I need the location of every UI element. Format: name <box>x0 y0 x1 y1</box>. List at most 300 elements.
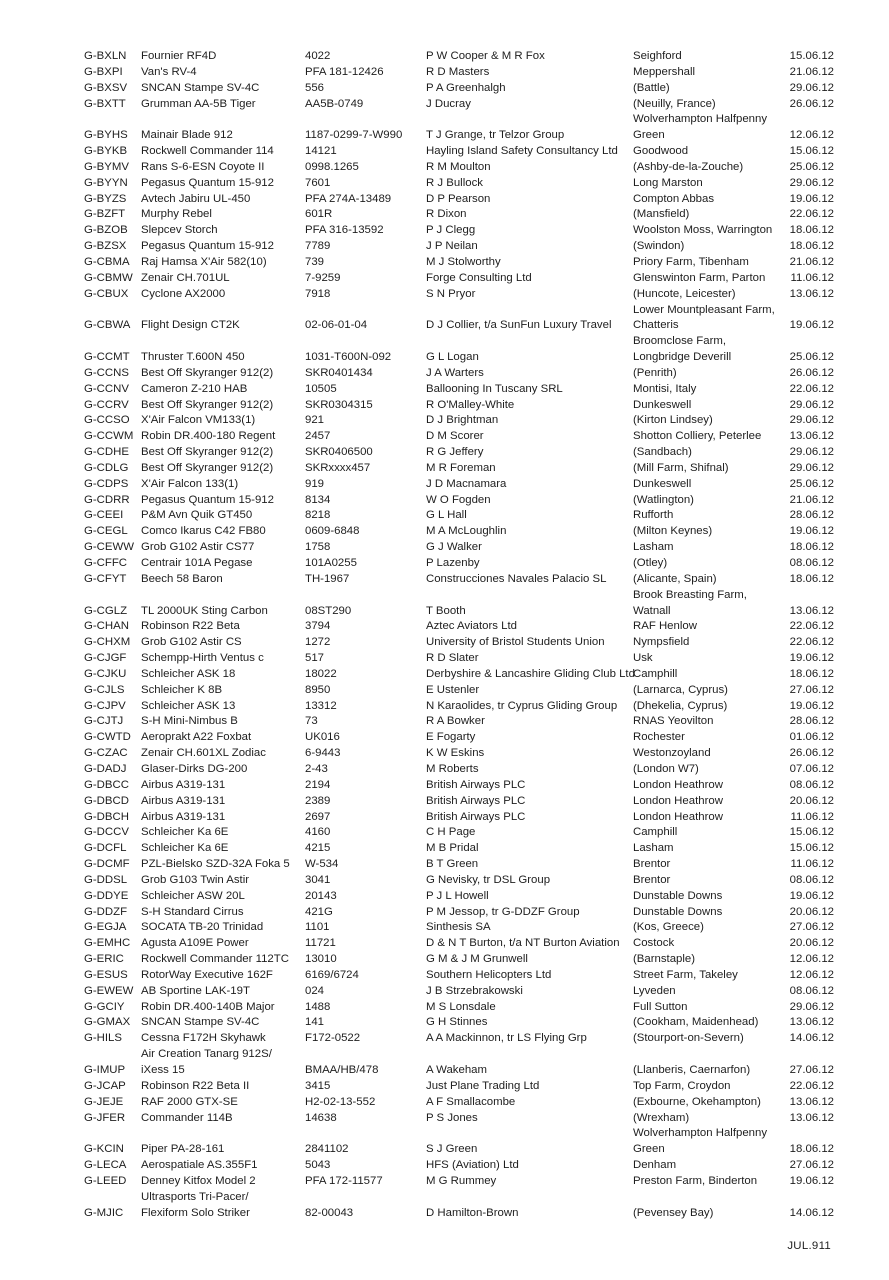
base-location-cell <box>633 746 783 762</box>
serial-number-line: 13312 <box>305 699 337 712</box>
owner-line: R O'Malley-White <box>426 398 515 411</box>
owner-cell <box>426 952 633 968</box>
base-location-line: Longbridge Deverill <box>633 351 732 364</box>
base-location-cell <box>633 1174 783 1190</box>
aircraft-type-cell <box>141 524 305 540</box>
owner-line: R Dixon <box>426 208 467 221</box>
table-row <box>84 778 834 794</box>
aircraft-type-line: Aeroprakt A22 Foxbat <box>141 731 252 744</box>
aircraft-type-cell <box>141 192 305 208</box>
date-cell: 28.06.12 <box>789 509 834 522</box>
owner-cell <box>426 936 633 952</box>
serial-number-line: 8950 <box>305 683 331 696</box>
serial-number-line: 7601 <box>305 176 331 189</box>
date-cell: 13.06.12 <box>789 1111 834 1124</box>
base-location-line: (Exbourne, Okehampton) <box>633 1095 761 1108</box>
registration-cell: G-CJPV <box>84 699 126 712</box>
base-location-line: (Milton Keynes) <box>633 525 713 538</box>
owner-line: A A Mackinnon, tr LS Flying Grp <box>426 1032 587 1045</box>
date-cell: 07.06.12 <box>789 762 834 775</box>
owner-cell <box>426 873 633 889</box>
table-row <box>84 936 834 952</box>
serial-number-cell <box>305 239 426 255</box>
base-location-line: Camphill <box>633 826 678 839</box>
serial-number-line: 739 <box>305 255 325 268</box>
table-row <box>84 889 834 905</box>
table-row <box>84 334 834 366</box>
aircraft-type-cell <box>141 429 305 445</box>
base-location-line: Top Farm, Croydon <box>633 1079 731 1092</box>
date-cell: 18.06.12 <box>789 224 834 237</box>
base-location-cell <box>633 635 783 651</box>
serial-number-cell <box>305 952 426 968</box>
aircraft-type-cell <box>141 1015 305 1031</box>
table-row <box>84 810 834 826</box>
owner-line: Southern Helicopters Ltd <box>426 968 552 981</box>
serial-number-cell <box>305 49 426 65</box>
base-location-line: (Barnstaple) <box>633 953 696 966</box>
registration-cell: G-BXPI <box>84 65 123 78</box>
serial-number-line: 0998.1265 <box>305 160 359 173</box>
serial-number-cell <box>305 413 426 429</box>
serial-number-cell <box>305 382 426 398</box>
owner-line: M B Pridal <box>426 842 479 855</box>
aircraft-type-cell <box>141 667 305 683</box>
serial-number-line: 1488 <box>305 1000 331 1013</box>
date-cell: 13.06.12 <box>789 604 834 617</box>
aircraft-type-line: AB Sportine LAK-19T <box>141 984 250 997</box>
aircraft-type-line: SNCAN Stampe SV-4C <box>141 81 260 94</box>
owner-cell <box>426 619 633 635</box>
base-location-line: Dunkeswell <box>633 398 692 411</box>
aircraft-type-line: P&M Avn Quik GT450 <box>141 509 253 522</box>
table-row <box>84 81 834 97</box>
serial-number-line: BMAA/HB/478 <box>305 1064 379 1076</box>
base-location-line: (Otley) <box>633 557 668 569</box>
base-location-cell <box>633 1079 783 1095</box>
aircraft-type-cell <box>141 952 305 968</box>
owner-line: R D Masters <box>426 65 490 78</box>
aircraft-type-line: Rans S-6-ESN Coyote II <box>141 160 265 173</box>
base-location-line: London Heathrow <box>633 794 723 807</box>
serial-number-cell <box>305 683 426 699</box>
serial-number-line: 8134 <box>305 493 331 506</box>
owner-cell <box>426 984 633 1000</box>
owner-line: S N Pryor <box>426 287 476 300</box>
base-location-line: Lyveden <box>633 984 676 997</box>
owner-line: P Lazenby <box>426 557 480 569</box>
base-location-line: Brentor <box>633 873 671 886</box>
table-row <box>84 287 834 303</box>
aircraft-type-line: Piper PA-28-161 <box>141 1143 225 1156</box>
serial-number-cell <box>305 920 426 936</box>
aircraft-type-line: Glaser-Dirks DG-200 <box>141 762 248 775</box>
date-cell: 11.06.12 <box>790 858 834 871</box>
registration-cell: G-BYHS <box>84 129 128 142</box>
table-row <box>84 1111 834 1127</box>
base-location-cell <box>633 556 783 572</box>
serial-number-cell <box>305 936 426 952</box>
aircraft-type-cell <box>141 223 305 239</box>
owner-line: G H Stinnes <box>426 1016 488 1029</box>
aircraft-type-cell <box>141 825 305 841</box>
date-cell: 21.06.12 <box>789 65 834 78</box>
table-row <box>84 1126 834 1158</box>
owner-cell <box>426 572 633 588</box>
aircraft-type-line: iXess 15 <box>141 1064 185 1076</box>
owner-cell <box>426 144 633 160</box>
serial-number-cell <box>305 1015 426 1031</box>
registration-cell: G-CZAC <box>84 747 128 760</box>
base-location-cell <box>633 112 783 144</box>
base-location-cell <box>633 1047 783 1079</box>
aircraft-type-line: Cessna F172H Skyhawk <box>141 1032 266 1045</box>
owner-cell <box>426 493 633 509</box>
owner-cell <box>426 1190 633 1222</box>
base-location-cell <box>633 49 783 65</box>
base-location-line: (Mill Farm, Shifnal) <box>633 461 729 474</box>
base-location-cell <box>633 619 783 635</box>
aircraft-type-line: Cyclone AX2000 <box>141 287 226 300</box>
serial-number-line: PFA 316-13592 <box>305 224 384 237</box>
owner-cell <box>426 382 633 398</box>
registration-cell: G-CCRV <box>84 398 129 411</box>
owner-cell <box>426 287 633 303</box>
page-reference: JUL.911 <box>787 1240 831 1252</box>
base-location-cell <box>633 192 783 208</box>
base-location-cell <box>633 239 783 255</box>
date-cell: 25.06.12 <box>789 351 834 364</box>
serial-number-cell <box>305 857 426 873</box>
owner-cell <box>426 588 633 620</box>
serial-number-cell <box>305 1174 426 1190</box>
aircraft-type-cell <box>141 857 305 873</box>
base-location-line: Meppershall <box>633 65 696 78</box>
table-row <box>84 968 834 984</box>
serial-number-cell <box>305 81 426 97</box>
base-location-line: Westonzoyland <box>633 747 711 760</box>
serial-number-line: 3041 <box>305 873 331 886</box>
registration-cell: G-CBMA <box>84 255 130 268</box>
owner-cell <box>426 97 633 113</box>
serial-number-line: 556 <box>305 81 325 94</box>
table-row <box>84 382 834 398</box>
owner-line: P S Jones <box>426 1111 478 1124</box>
aircraft-type-cell <box>141 841 305 857</box>
serial-number-line: 024 <box>305 984 325 997</box>
aircraft-type-cell <box>141 160 305 176</box>
table-row <box>84 1174 834 1190</box>
aircraft-type-cell <box>141 905 305 921</box>
date-cell: 08.06.12 <box>789 984 834 997</box>
base-location-cell <box>633 1158 783 1174</box>
aircraft-type-cell <box>141 762 305 778</box>
date-cell: 22.06.12 <box>789 620 834 633</box>
base-location-line: Shotton Colliery, Peterlee <box>633 430 762 443</box>
aircraft-type-line: Rockwell Commander 114 <box>141 145 274 158</box>
aircraft-type-line: RAF 2000 GTX-SE <box>141 1095 238 1108</box>
date-cell: 29.06.12 <box>789 81 834 94</box>
registration-cell: G-CJTJ <box>84 715 124 728</box>
owner-cell <box>426 1095 633 1111</box>
owner-line: G M & J M Grunwell <box>426 953 528 966</box>
serial-number-line: AA5B-0749 <box>305 97 364 110</box>
date-cell: 28.06.12 <box>789 715 834 728</box>
date-cell: 19.06.12 <box>789 1174 834 1187</box>
date-cell: 21.06.12 <box>789 255 834 268</box>
table-row <box>84 683 834 699</box>
owner-line: E Fogarty <box>426 731 476 744</box>
serial-number-cell <box>305 1190 426 1222</box>
base-location-cell <box>633 81 783 97</box>
owner-cell <box>426 398 633 414</box>
date-cell: 26.06.12 <box>789 366 834 379</box>
registration-cell: G-HILS <box>84 1032 122 1045</box>
table-row <box>84 461 834 477</box>
date-cell: 22.06.12 <box>789 1079 834 1092</box>
aircraft-type-line: Cameron Z-210 HAB <box>141 382 248 395</box>
registration-cell: G-DDYE <box>84 889 129 902</box>
aircraft-type-line: Beech 58 Baron <box>141 572 223 585</box>
base-location-cell <box>633 477 783 493</box>
base-location-cell <box>633 889 783 905</box>
serial-number-cell <box>305 651 426 667</box>
serial-number-cell <box>305 192 426 208</box>
owner-cell <box>426 889 633 905</box>
base-location-line: Lower Mountpleasant Farm, <box>633 303 775 316</box>
owner-cell <box>426 65 633 81</box>
base-location-line: Preston Farm, Binderton <box>633 1174 758 1187</box>
owner-line: Aztec Aviators Ltd <box>426 620 517 633</box>
owner-line: J A Warters <box>426 366 484 379</box>
aircraft-type-line: S-H Mini-Nimbus B <box>141 715 238 728</box>
serial-number-cell <box>305 508 426 524</box>
date-cell: 01.06.12 <box>789 731 834 744</box>
date-cell: 29.06.12 <box>789 398 834 411</box>
serial-number-line: 421G <box>305 905 333 918</box>
date-cell: 18.06.12 <box>789 667 834 680</box>
aircraft-type-line: Robinson R22 Beta <box>141 620 240 633</box>
registration-cell: G-CJLS <box>84 683 125 696</box>
registration-cell: G-BZFT <box>84 208 126 221</box>
table-row <box>84 1031 834 1047</box>
serial-number-cell <box>305 287 426 303</box>
base-location-line: Watnall <box>633 604 671 617</box>
serial-number-line: 601R <box>305 208 333 221</box>
owner-cell <box>426 524 633 540</box>
owner-cell <box>426 1000 633 1016</box>
base-location-line: Long Marston <box>633 176 703 189</box>
serial-number-line: 14121 <box>305 145 337 158</box>
aircraft-type-line: Robin DR.400-180 Regent <box>141 430 276 443</box>
registration-cell: G-CFFC <box>84 557 128 569</box>
base-location-line: Brentor <box>633 858 671 871</box>
serial-number-cell <box>305 223 426 239</box>
aircraft-type-line: Pegasus Quantum 15-912 <box>141 176 274 189</box>
aircraft-type-cell <box>141 398 305 414</box>
serial-number-cell <box>305 667 426 683</box>
registration-cell: G-CCNS <box>84 366 129 379</box>
owner-line: M A McLoughlin <box>426 525 507 538</box>
table-row <box>84 65 834 81</box>
registration-cell: G-EWEW <box>84 984 134 997</box>
base-location-cell <box>633 730 783 746</box>
registration-cell: G-IMUP <box>84 1064 126 1076</box>
serial-number-line: 1187-0299-7-W990 <box>305 129 403 142</box>
serial-number-cell <box>305 1158 426 1174</box>
date-cell: 20.06.12 <box>789 794 834 807</box>
serial-number-line: 82-00043 <box>305 1206 354 1219</box>
date-cell: 22.06.12 <box>789 382 834 395</box>
serial-number-line: 7918 <box>305 287 331 300</box>
aircraft-type-cell <box>141 1095 305 1111</box>
serial-number-cell <box>305 493 426 509</box>
owner-cell <box>426 778 633 794</box>
aircraft-type-line: Grob G102 Astir CS77 <box>141 541 255 554</box>
table-row <box>84 192 834 208</box>
base-location-line: Dunkeswell <box>633 477 692 490</box>
owner-line: Hayling Island Safety Consultancy Ltd <box>426 145 618 158</box>
base-location-cell <box>633 508 783 524</box>
owner-cell <box>426 477 633 493</box>
register-body <box>84 49 834 1221</box>
owner-cell <box>426 762 633 778</box>
base-location-cell <box>633 382 783 398</box>
base-location-line: Woolston Moss, Warrington <box>633 224 773 237</box>
base-location-cell <box>633 936 783 952</box>
base-location-cell <box>633 1190 783 1222</box>
table-row <box>84 398 834 414</box>
serial-number-line: 2697 <box>305 810 331 823</box>
serial-number-cell <box>305 1111 426 1127</box>
date-cell: 13.06.12 <box>789 430 834 443</box>
registration-cell: G-EGJA <box>84 921 127 934</box>
base-location-cell <box>633 984 783 1000</box>
serial-number-line: 101A0255 <box>305 557 357 569</box>
base-location-cell <box>633 857 783 873</box>
base-location-cell <box>633 271 783 287</box>
table-row <box>84 699 834 715</box>
aircraft-type-line: Flexiform Solo Striker <box>141 1206 250 1219</box>
owner-line: J P Neilan <box>426 240 478 253</box>
serial-number-line: 7-9259 <box>305 271 341 284</box>
aircraft-type-line: S-H Standard Cirrus <box>141 905 244 918</box>
aircraft-type-cell <box>141 49 305 65</box>
base-location-cell <box>633 144 783 160</box>
base-location-line: (Kos, Greece) <box>633 921 704 934</box>
serial-number-cell <box>305 334 426 366</box>
date-cell: 19.06.12 <box>789 652 834 665</box>
serial-number-line: 3794 <box>305 620 331 633</box>
registration-cell: G-DCMF <box>84 858 130 871</box>
date-cell: 27.06.12 <box>789 683 834 696</box>
aircraft-type-cell <box>141 1126 305 1158</box>
aircraft-type-cell <box>141 508 305 524</box>
aircraft-type-cell <box>141 651 305 667</box>
aircraft-type-cell <box>141 477 305 493</box>
owner-line: B T Green <box>426 858 479 871</box>
date-cell: 12.06.12 <box>789 129 834 142</box>
owner-cell <box>426 160 633 176</box>
base-location-line: Wolverhampton Halfpenny <box>633 1127 768 1140</box>
aircraft-type-line: Grob G102 Astir CS <box>141 636 242 649</box>
base-location-cell <box>633 1111 783 1127</box>
date-cell: 29.06.12 <box>789 461 834 474</box>
base-location-line: (Stourport-on-Severn) <box>633 1032 744 1045</box>
owner-cell <box>426 699 633 715</box>
aircraft-type-cell <box>141 714 305 730</box>
aircraft-type-cell <box>141 572 305 588</box>
registration-cell: G-CJGF <box>84 652 127 665</box>
table-row <box>84 588 834 620</box>
owner-cell <box>426 1126 633 1158</box>
base-location-cell <box>633 461 783 477</box>
aircraft-type-cell <box>141 968 305 984</box>
owner-cell <box>426 223 633 239</box>
aircraft-type-line: PZL-Bielsko SZD-32A Foka 5 <box>141 858 290 871</box>
serial-number-line: SKR0406500 <box>305 446 373 459</box>
aircraft-type-cell <box>141 730 305 746</box>
registration-cell: G-CHXM <box>84 636 131 649</box>
date-cell: 29.06.12 <box>789 446 834 459</box>
base-location-line: (Swindon) <box>633 240 685 253</box>
owner-cell <box>426 334 633 366</box>
serial-number-cell <box>305 825 426 841</box>
base-location-line: Montisi, Italy <box>633 382 697 395</box>
owner-cell <box>426 730 633 746</box>
serial-number-cell <box>305 255 426 271</box>
table-row <box>84 794 834 810</box>
registration-cell: G-CCNV <box>84 382 129 395</box>
aircraft-type-cell <box>141 635 305 651</box>
owner-line: D J Brightman <box>426 414 499 427</box>
serial-number-line: 02-06-01-04 <box>305 319 368 332</box>
registration-cell: G-CBUX <box>84 287 129 300</box>
base-location-line: Wolverhampton Halfpenny <box>633 113 768 126</box>
serial-number-cell <box>305 1079 426 1095</box>
date-cell: 11.06.12 <box>790 271 834 284</box>
owner-line: Construcciones Navales Palacio SL <box>426 572 607 585</box>
base-location-cell <box>633 413 783 429</box>
date-cell: 12.06.12 <box>789 953 834 966</box>
aircraft-type-cell <box>141 873 305 889</box>
owner-cell <box>426 746 633 762</box>
registration-cell: G-CBWA <box>84 319 131 332</box>
table-row <box>84 413 834 429</box>
owner-cell <box>426 920 633 936</box>
owner-cell <box>426 968 633 984</box>
date-cell: 20.06.12 <box>789 905 834 918</box>
owner-line: K W Eskins <box>426 747 485 760</box>
aircraft-type-line: Best Off Skyranger 912(2) <box>141 366 274 379</box>
aircraft-type-line: Van's RV-4 <box>141 65 197 78</box>
owner-line: University of Bristol Students Union <box>426 636 605 649</box>
table-row <box>84 271 834 287</box>
date-cell: 19.06.12 <box>789 699 834 712</box>
owner-line: G Nevisky, tr DSL Group <box>426 873 551 886</box>
date-cell: 22.06.12 <box>789 208 834 221</box>
date-cell: 18.06.12 <box>789 541 834 554</box>
aircraft-type-cell <box>141 778 305 794</box>
date-cell: 25.06.12 <box>789 477 834 490</box>
base-location-line: (Huncote, Leicester) <box>633 287 736 300</box>
serial-number-line: 1101 <box>305 921 330 934</box>
base-location-line: Usk <box>633 652 653 665</box>
base-location-cell <box>633 524 783 540</box>
registration-cell: G-CDHE <box>84 446 129 459</box>
serial-number-line: 5043 <box>305 1159 331 1172</box>
owner-line: T J Grange, tr Telzor Group <box>426 129 565 142</box>
